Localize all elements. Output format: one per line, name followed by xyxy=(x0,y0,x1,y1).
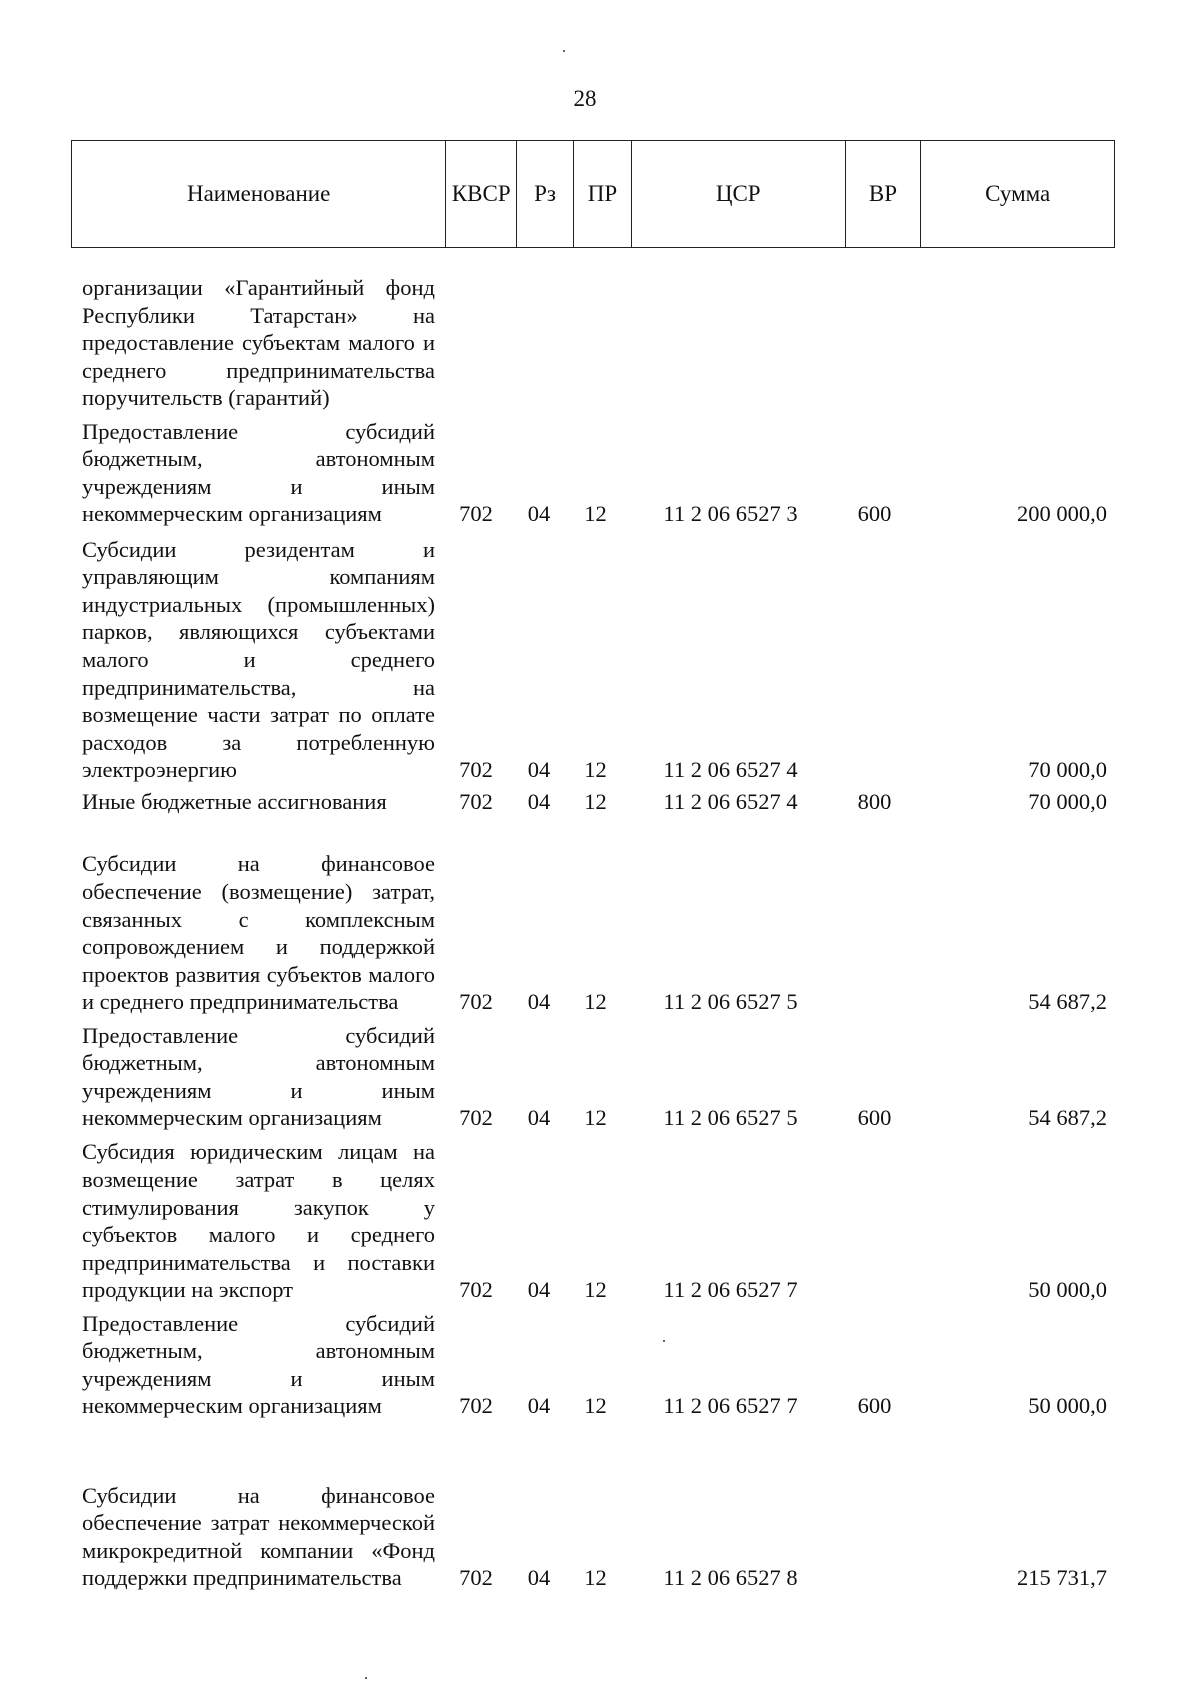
header-rz: Рз xyxy=(517,141,574,247)
row-rz: 04 xyxy=(527,1105,551,1131)
row-pr: 12 xyxy=(584,1277,607,1303)
row-rz: 04 xyxy=(527,501,551,527)
row-name: Субсидии на финансовое обеспечение затрат некоммерческой микрокредитной компании «Фонд поддержки предпринимательства xyxy=(82,1482,435,1591)
row-kvsr: 702 xyxy=(459,989,493,1015)
row-vr: 600 xyxy=(857,1105,892,1131)
row-csr: 11 2 06 6527 5 xyxy=(663,989,798,1015)
table-row xyxy=(71,528,1115,784)
row-pr: 12 xyxy=(584,1393,607,1419)
row-vr: 600 xyxy=(857,501,892,527)
row-sum: 54 687,2 xyxy=(1028,989,1107,1015)
page-number: 28 xyxy=(573,86,597,111)
row-name: Предоставление субсидий бюджетным, автономным учреждениям и иным некоммерческим организациям xyxy=(82,418,435,527)
table-row xyxy=(71,412,1115,528)
row-pr: 12 xyxy=(584,789,607,815)
row-rz: 04 xyxy=(527,1277,551,1303)
row-kvsr: 702 xyxy=(459,1105,493,1131)
row-csr: 11 2 06 6527 4 xyxy=(663,757,798,783)
row-sum: 200 000,0 xyxy=(1017,501,1107,527)
row-name: Предоставление субсидий бюджетным, автономным учреждениям и иным некоммерческим организациям xyxy=(82,1022,435,1131)
row-sum: 54 687,2 xyxy=(1028,1105,1107,1131)
row-name: Иные бюджетные ассигнования xyxy=(82,789,387,815)
table-row xyxy=(71,1016,1115,1132)
table-row xyxy=(71,1132,1115,1304)
header-sum: Сумма xyxy=(985,181,1051,206)
row-rz: 04 xyxy=(527,1565,551,1591)
row-name: Субсидии резидентам и управляющим компаниям индустриальных (промышленных) парков, являющихся субъектами малого и среднего предпринимательства, на возмещение части затрат по оплате расходов за потребленную электроэнергию xyxy=(82,536,435,783)
row-csr: 11 2 06 6527 7 xyxy=(663,1393,798,1419)
header-name: Наименование xyxy=(72,141,446,247)
row-kvsr: 702 xyxy=(459,789,493,815)
row-pr: 12 xyxy=(584,1565,607,1591)
row-sum: 70 000,0 xyxy=(1028,757,1107,783)
header-csr: ЦСР xyxy=(632,141,846,247)
header-kvsr: КВСР xyxy=(446,141,517,247)
header-vr: ВР xyxy=(846,141,922,247)
row-name: Предоставление субсидий бюджетным, автономным учреждениям и иным некоммерческим организациям xyxy=(82,1310,435,1419)
row-csr: 11 2 06 6527 8 xyxy=(663,1565,798,1591)
row-name: Субсидия юридическим лицам на возмещение затрат в целях стимулирования закупок у субъектов малого и среднего предпринимательства и поставки продукции на экспорт xyxy=(82,1139,435,1303)
table-row xyxy=(71,784,1115,816)
row-csr: 11 2 06 6527 4 xyxy=(663,789,798,815)
row-vr: 600 xyxy=(857,1393,892,1419)
row-sum: 50 000,0 xyxy=(1028,1393,1107,1419)
row-pr: 12 xyxy=(584,501,607,527)
row-name: Субсидии на финансовое обеспечение (возмещение) затрат, связанных с комплексным сопровождением и поддержкой проектов развития субъектов малого и среднего предпринимательства xyxy=(82,851,435,1015)
row-pr: 12 xyxy=(584,757,607,783)
row-kvsr: 702 xyxy=(459,501,493,527)
row-vr: 800 xyxy=(857,789,892,815)
row-pr: 12 xyxy=(584,989,607,1015)
row-csr: 11 2 06 6527 3 xyxy=(663,501,798,527)
row-name: организации «Гарантийный фонд Республики Татарстан» на предоставление субъектам малого и среднего предпринимательства поручительств (гарантий) xyxy=(82,275,435,411)
row-csr: 11 2 06 6527 7 xyxy=(663,1277,798,1303)
row-sum: 215 731,7 xyxy=(1017,1565,1107,1591)
header-pr: ПР xyxy=(574,141,632,247)
row-pr: 12 xyxy=(584,1105,607,1131)
row-kvsr: 702 xyxy=(459,1565,493,1591)
row-rz: 04 xyxy=(527,989,551,1015)
row-kvsr: 702 xyxy=(459,1393,493,1419)
table-row xyxy=(71,1304,1115,1420)
table-row xyxy=(71,816,1115,1016)
row-rz: 04 xyxy=(527,1393,551,1419)
row-csr: 11 2 06 6527 5 xyxy=(663,1105,798,1131)
table-row xyxy=(71,1420,1115,1592)
table-row xyxy=(71,250,1115,412)
row-sum: 70 000,0 xyxy=(1028,789,1107,815)
row-rz: 04 xyxy=(527,789,551,815)
row-kvsr: 702 xyxy=(459,757,493,783)
table-header xyxy=(71,140,1115,248)
table-body xyxy=(71,250,1115,1592)
row-kvsr: 702 xyxy=(459,1277,493,1303)
row-sum: 50 000,0 xyxy=(1028,1277,1107,1303)
row-rz: 04 xyxy=(527,757,551,783)
